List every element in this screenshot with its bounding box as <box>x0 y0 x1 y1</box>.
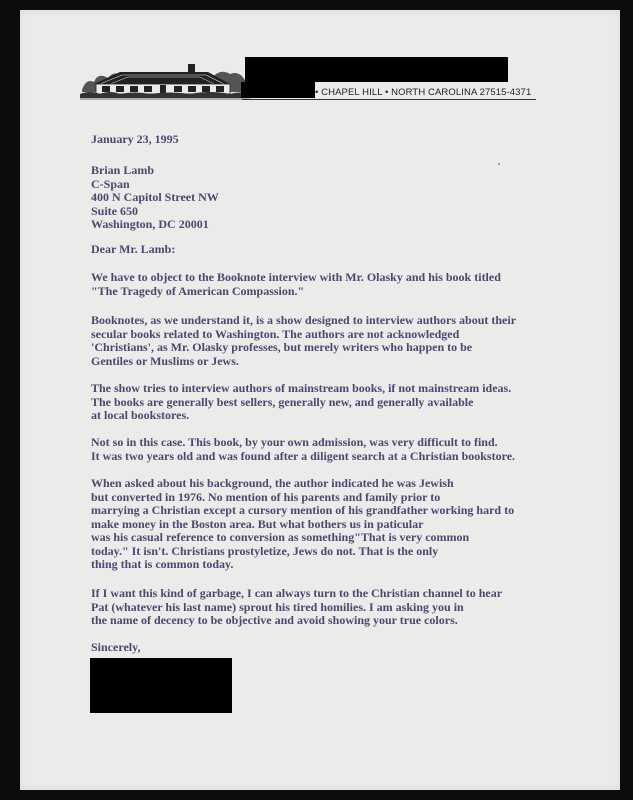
redacted-header-block <box>245 57 508 82</box>
recipient-line: Suite 650 <box>91 203 139 218</box>
paragraph-booknotes: Booknotes, as we understand it, is a show designed to interview authors about their secular books related to Washington. The authors are not acknowledged 'Christians', as Mr. Olasky professes, but merely writers who happen to be Gentiles or Muslims or Jews. <box>91 313 517 368</box>
redacted-header-block-lower <box>241 82 315 98</box>
salutation: Dear Mr. Lamb: <box>91 242 176 256</box>
paragraph-background: When asked about his background, the author indicated he was Jewish but converted in 1976. No mention of his parents and family prior to marrying a Christian except a cursory mention of his grandfather working hard to make money in the Boston area. But what bothers us in paticular was his casual reference to conversion as something"That is very common today." It isn't. Christians prostyletize, Jews do not. That is the only thing that is common today. <box>91 476 515 571</box>
recipient-line: 400 N Capitol Street NW <box>91 190 219 204</box>
recipient-line: C-Span <box>91 176 130 191</box>
letter-date: January 23, 1995 <box>91 132 179 146</box>
redacted-signature-block <box>90 658 232 713</box>
paragraph-objection: We have to object to the Booknote interview with Mr. Olasky and his book titled "The Tragedy of American Compassion." <box>91 270 501 298</box>
letterhead-address: • CHAPEL HILL • NORTH CAROLINA 27515-4371 <box>315 87 532 98</box>
letterhead-rule <box>242 99 536 100</box>
paper-speck <box>498 163 500 165</box>
paragraph-mainstream: The show tries to interview authors of mainstream books, if not mainstream ideas. The books are generally best sellers, generally new, and generally available at local bookstores. <box>91 381 512 422</box>
paragraph-garbage: If I want this kind of garbage, I can always turn to the Christian channel to hear Pat (whatever his last name) sprout his tired homilies. I am asking you in the name of decency to be objective and avoid showing your true colors. <box>91 586 503 627</box>
recipient-line: Washington, DC 20001 <box>91 217 209 231</box>
closing: Sincerely, <box>91 640 141 654</box>
letter-page <box>20 10 620 790</box>
paragraph-difficult: Not so in this case. This book, by your own admission, was very difficult to find. It was two years old and was found after a diligent search at a Christian bookstore. <box>91 435 516 463</box>
recipient-address <box>91 164 219 232</box>
recipient-line: Brian Lamb <box>91 163 155 177</box>
letterhead <box>20 10 620 110</box>
building-illustration-icon <box>80 60 250 102</box>
